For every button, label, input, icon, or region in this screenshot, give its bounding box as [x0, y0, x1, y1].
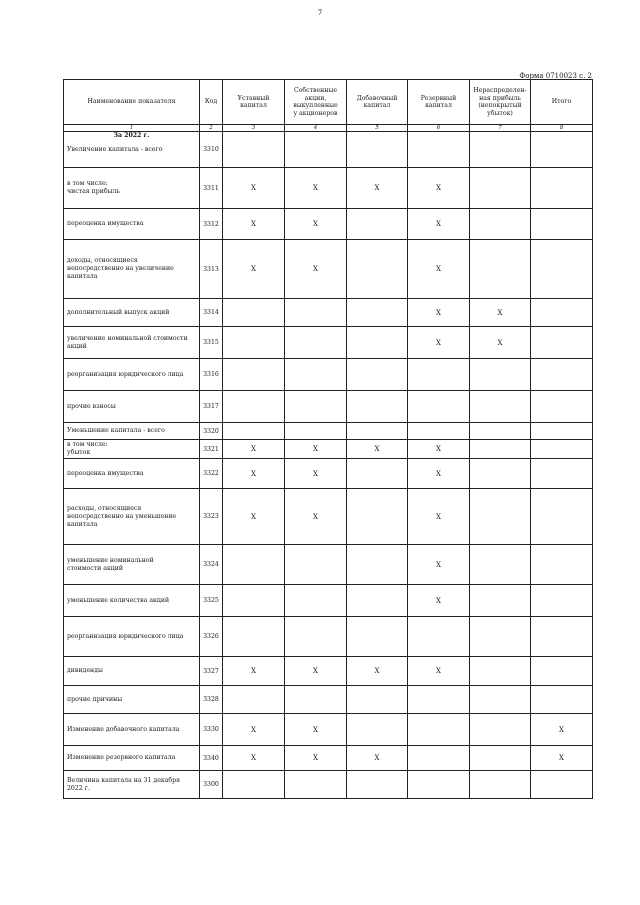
- indicator-code: 3326: [200, 617, 223, 657]
- value-cell: [531, 459, 593, 489]
- value-cell: [470, 459, 531, 489]
- value-cell: [470, 686, 531, 714]
- value-cell: [285, 359, 347, 391]
- indicator-name: реорганизация юридического лица: [64, 617, 200, 657]
- value-cell: [347, 686, 408, 714]
- value-cell: [408, 391, 470, 423]
- indicator-name: Уменьшение капитала - всего: [64, 423, 200, 440]
- value-cell: [223, 391, 285, 423]
- indicator-name: в том числе: чистая прибыль: [64, 168, 200, 209]
- value-cell: X: [408, 657, 470, 686]
- value-cell: [408, 686, 470, 714]
- value-cell: [347, 489, 408, 545]
- value-cell: [531, 209, 593, 240]
- value-cell: X: [223, 168, 285, 209]
- table-row: [64, 585, 593, 617]
- value-cell: X: [408, 585, 470, 617]
- indicator-code: 3312: [200, 209, 223, 240]
- value-cell: X: [285, 489, 347, 545]
- value-cell: X: [531, 746, 593, 771]
- value-cell: [531, 240, 593, 299]
- value-cell: [531, 545, 593, 585]
- value-cell: X: [408, 327, 470, 359]
- header-reserve-capital: Резервный капитал: [408, 80, 470, 125]
- value-cell: [223, 299, 285, 327]
- value-cell: [347, 209, 408, 240]
- value-cell: [347, 714, 408, 746]
- indicator-code: 3316: [200, 359, 223, 391]
- value-cell: [531, 299, 593, 327]
- table-row: [64, 423, 593, 440]
- value-cell: [285, 545, 347, 585]
- value-cell: [470, 585, 531, 617]
- indicator-name: расходы, относящиеся непосредственно на уменьшение капитала: [64, 489, 200, 545]
- indicator-code: 3314: [200, 299, 223, 327]
- value-cell: [408, 746, 470, 771]
- table-row: [64, 440, 593, 459]
- value-cell: X: [223, 209, 285, 240]
- indicator-code: 3330: [200, 714, 223, 746]
- indicator-name: увеличение номинальной стоимости акций: [64, 327, 200, 359]
- indicator-code: 3311: [200, 168, 223, 209]
- table-row: [64, 746, 593, 771]
- value-cell: [285, 771, 347, 799]
- value-cell: [223, 423, 285, 440]
- table-row: [64, 327, 593, 359]
- indicator-name: Величина капитала на 31 декабря 2022 г.: [64, 771, 200, 799]
- value-cell: [408, 617, 470, 657]
- indicator-name: Изменение добавочного капитала: [64, 714, 200, 746]
- indicator-code: 3324: [200, 545, 223, 585]
- value-cell: [470, 359, 531, 391]
- indicator-name: уменьшение номинальной стоимости акций: [64, 545, 200, 585]
- value-cell: [408, 359, 470, 391]
- value-cell: [285, 686, 347, 714]
- value-cell: X: [285, 209, 347, 240]
- value-cell: X: [347, 746, 408, 771]
- value-cell: [408, 714, 470, 746]
- indicator-name: дивиденды: [64, 657, 200, 686]
- value-cell: [347, 459, 408, 489]
- column-number: 2: [200, 125, 223, 132]
- value-cell: [285, 423, 347, 440]
- table-row: [64, 132, 593, 168]
- header-additional-capital: Добавочный капитал: [347, 80, 408, 125]
- header-total: Итого: [531, 80, 593, 125]
- table-row: [64, 617, 593, 657]
- value-cell: X: [408, 168, 470, 209]
- value-cell: X: [347, 168, 408, 209]
- indicator-name: реорганизация юридического лица: [64, 359, 200, 391]
- value-cell: [408, 132, 470, 168]
- value-cell: [531, 617, 593, 657]
- indicator-name: Изменение резервного капитала: [64, 746, 200, 771]
- capital-changes-table: [63, 79, 593, 799]
- value-cell: [285, 391, 347, 423]
- indicator-name: прочие взносы: [64, 391, 200, 423]
- value-cell: [531, 686, 593, 714]
- header-name: Наименование показателя: [64, 80, 200, 125]
- table-row: [64, 489, 593, 545]
- value-cell: [347, 391, 408, 423]
- value-cell: [470, 423, 531, 440]
- value-cell: [347, 327, 408, 359]
- column-number: 4: [285, 125, 347, 132]
- value-cell: [347, 771, 408, 799]
- value-cell: [285, 299, 347, 327]
- value-cell: X: [408, 240, 470, 299]
- page-number: 7: [317, 9, 323, 17]
- value-cell: [531, 327, 593, 359]
- indicator-code: 3310: [200, 132, 223, 168]
- value-cell: [470, 617, 531, 657]
- indicator-label: Увеличение капитала - всего: [67, 146, 163, 153]
- value-cell: X: [347, 440, 408, 459]
- indicator-code: 3328: [200, 686, 223, 714]
- value-cell: [531, 489, 593, 545]
- indicator-code: 3313: [200, 240, 223, 299]
- form-code: Форма 0710023 с. 2: [519, 72, 592, 80]
- value-cell: [470, 771, 531, 799]
- value-cell: X: [285, 657, 347, 686]
- value-cell: X: [285, 168, 347, 209]
- value-cell: X: [408, 545, 470, 585]
- value-cell: [470, 489, 531, 545]
- value-cell: X: [408, 440, 470, 459]
- header-own-shares: Собственные акции, выкупленные у акционеров: [285, 80, 347, 125]
- value-cell: [470, 714, 531, 746]
- column-numbers-row: [64, 125, 593, 132]
- indicator-name: дополнительный выпуск акций: [64, 299, 200, 327]
- value-cell: X: [223, 459, 285, 489]
- value-cell: [223, 686, 285, 714]
- indicator-code: 3321: [200, 440, 223, 459]
- value-cell: [223, 771, 285, 799]
- header-charter-capital: Уставный капитал: [223, 80, 285, 125]
- value-cell: X: [408, 209, 470, 240]
- value-cell: X: [347, 657, 408, 686]
- value-cell: [223, 585, 285, 617]
- value-cell: [223, 327, 285, 359]
- value-cell: X: [285, 714, 347, 746]
- table-row: [64, 714, 593, 746]
- indicator-name: переоценка имущества: [64, 459, 200, 489]
- value-cell: [347, 585, 408, 617]
- value-cell: X: [285, 440, 347, 459]
- value-cell: X: [470, 299, 531, 327]
- value-cell: [470, 132, 531, 168]
- indicator-name: [64, 132, 200, 168]
- value-cell: [347, 299, 408, 327]
- indicator-code: 3300: [200, 771, 223, 799]
- table-row: [64, 459, 593, 489]
- value-cell: [470, 657, 531, 686]
- value-cell: [531, 657, 593, 686]
- value-cell: [470, 746, 531, 771]
- indicator-name: доходы, относящиеся непосредственно на увеличение капитала: [64, 240, 200, 299]
- value-cell: [470, 391, 531, 423]
- value-cell: [531, 391, 593, 423]
- indicator-code: 3320: [200, 423, 223, 440]
- indicator-name: в том числе: убыток: [64, 440, 200, 459]
- value-cell: X: [470, 327, 531, 359]
- value-cell: [285, 327, 347, 359]
- column-number: 3: [223, 125, 285, 132]
- table-row: [64, 657, 593, 686]
- column-number: 8: [531, 125, 593, 132]
- value-cell: [347, 617, 408, 657]
- value-cell: [531, 440, 593, 459]
- column-number: 6: [408, 125, 470, 132]
- value-cell: X: [285, 459, 347, 489]
- header-retained-earnings: Нераспределен- ная прибыль (непокрытый убыток): [470, 80, 531, 125]
- value-cell: [347, 423, 408, 440]
- column-number: 7: [470, 125, 531, 132]
- value-cell: [408, 423, 470, 440]
- value-cell: X: [223, 746, 285, 771]
- value-cell: [408, 771, 470, 799]
- table-row: [64, 771, 593, 799]
- value-cell: [347, 132, 408, 168]
- value-cell: [531, 585, 593, 617]
- table-row: [64, 240, 593, 299]
- table-row: [64, 686, 593, 714]
- value-cell: X: [285, 746, 347, 771]
- value-cell: [285, 132, 347, 168]
- value-cell: X: [223, 440, 285, 459]
- table-row: [64, 168, 593, 209]
- period-title: За 2022 г.: [113, 132, 150, 139]
- value-cell: [470, 209, 531, 240]
- indicator-name: переоценка имущества: [64, 209, 200, 240]
- value-cell: [223, 132, 285, 168]
- indicator-code: 3340: [200, 746, 223, 771]
- indicator-code: 3325: [200, 585, 223, 617]
- indicator-code: 3317: [200, 391, 223, 423]
- indicator-code: 3315: [200, 327, 223, 359]
- value-cell: [347, 359, 408, 391]
- value-cell: [347, 240, 408, 299]
- table-row: [64, 299, 593, 327]
- value-cell: [531, 132, 593, 168]
- column-number: 1: [64, 125, 200, 132]
- column-number: 5: [347, 125, 408, 132]
- value-cell: [470, 440, 531, 459]
- table-row: [64, 391, 593, 423]
- value-cell: [223, 617, 285, 657]
- value-cell: X: [408, 459, 470, 489]
- value-cell: [531, 359, 593, 391]
- indicator-name: прочие причины: [64, 686, 200, 714]
- indicator-code: 3323: [200, 489, 223, 545]
- value-cell: X: [408, 299, 470, 327]
- table-row: [64, 209, 593, 240]
- value-cell: [531, 771, 593, 799]
- indicator-name: уменьшение количества акций: [64, 585, 200, 617]
- value-cell: [285, 617, 347, 657]
- value-cell: X: [223, 657, 285, 686]
- value-cell: X: [223, 489, 285, 545]
- value-cell: [470, 545, 531, 585]
- table-row: [64, 545, 593, 585]
- indicator-code: 3322: [200, 459, 223, 489]
- value-cell: X: [531, 714, 593, 746]
- value-cell: X: [223, 240, 285, 299]
- header-row: [64, 80, 593, 125]
- value-cell: [223, 359, 285, 391]
- value-cell: [285, 585, 347, 617]
- value-cell: [470, 168, 531, 209]
- indicator-code: 3327: [200, 657, 223, 686]
- value-cell: [223, 545, 285, 585]
- value-cell: X: [223, 714, 285, 746]
- value-cell: [470, 240, 531, 299]
- value-cell: X: [285, 240, 347, 299]
- value-cell: [531, 168, 593, 209]
- header-code: Код: [200, 80, 223, 125]
- value-cell: [531, 423, 593, 440]
- table-row: [64, 359, 593, 391]
- value-cell: X: [408, 489, 470, 545]
- value-cell: [347, 545, 408, 585]
